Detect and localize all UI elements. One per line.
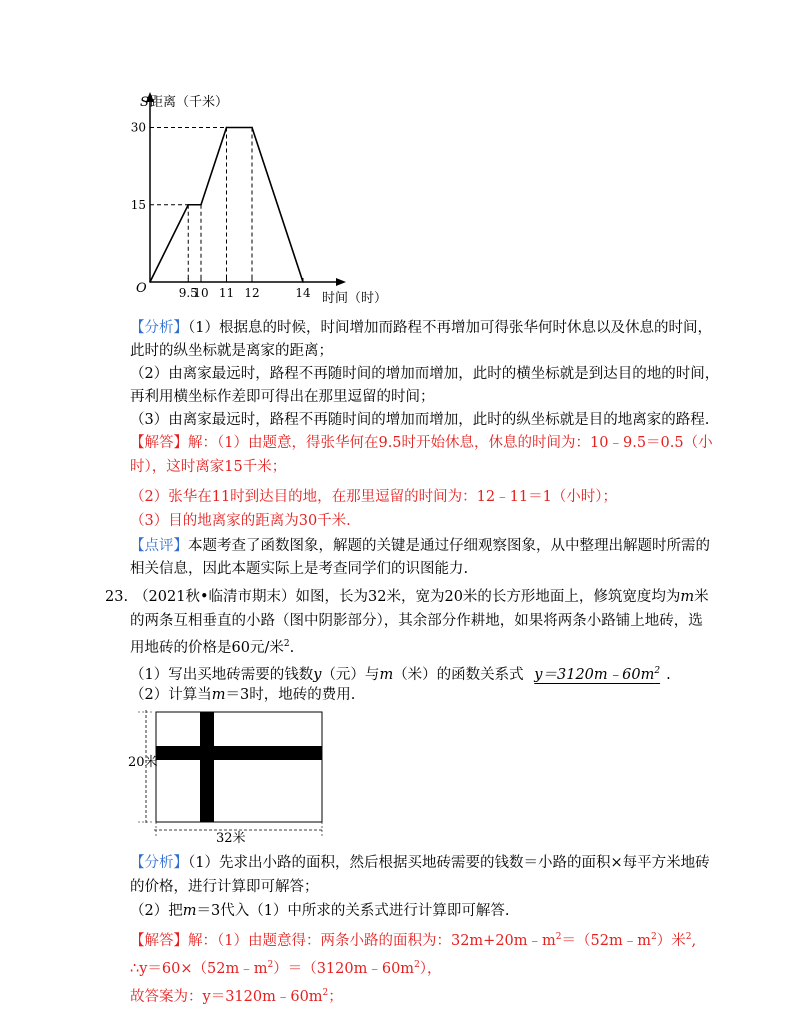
- question-23-line-2: 的两条互相垂直的小路（图中阴影部分），其余部分作耕地，如果将两条小路铺上地砖，选: [130, 613, 703, 629]
- analysis-text: （1）先求出小路的面积，然后根据买地砖需要的钱数＝小路的面积×每平方米地砖: [188, 855, 710, 871]
- answer-tag: 【解答】: [130, 435, 188, 451]
- part-1-text-c: （米）的函数关系式: [393, 666, 524, 683]
- answer-1-line-3: （2）张华在11时到达目的地，在那里逗留的时间为：12﹣11＝1（小时）；: [130, 489, 618, 505]
- var-y: y: [313, 666, 322, 683]
- series-point-5: [302, 281, 304, 283]
- superscript: 2: [650, 932, 657, 942]
- y-axis-label-s: S: [140, 95, 149, 110]
- vertical-path: [200, 712, 214, 822]
- analysis-1-line-4: 再利用横坐标作差即可得出在那里逗留的时间；: [130, 389, 435, 405]
- question-number: 23.: [105, 589, 129, 605]
- analysis-1-line-2: 此时的纵坐标就是离家的距离；: [130, 343, 333, 359]
- answer-2-line-3: [130, 983, 343, 1007]
- comment-1-line-1: [130, 536, 710, 556]
- superscript: 2: [283, 639, 290, 649]
- price-text: 用地砖的价格是60元/米: [130, 639, 284, 656]
- part-2-text-b: ＝3时，地砖的费用.: [225, 687, 356, 703]
- var-m: m: [182, 903, 197, 919]
- analysis-2-line-3: [130, 901, 510, 921]
- superscript: 2: [685, 932, 692, 942]
- field-with-paths-figure: [120, 706, 340, 846]
- answer-text-b: ＝（52m﹣m: [561, 932, 651, 949]
- period: .: [289, 639, 295, 656]
- origin-label: O: [136, 281, 147, 296]
- analysis-1-line-5: （3）由离家最远时，路程不再随时间的增加而增加，此时的纵坐标就是目的地离家的路程.: [130, 412, 710, 428]
- series-point-1: [187, 204, 189, 206]
- part-1-answer-blank: $y=3120m﹣60m^2$: [534, 666, 661, 683]
- y-tick-label-30: 30: [130, 120, 146, 135]
- question-text-unit: 米: [694, 589, 709, 605]
- analysis-1-line-1: [130, 318, 712, 338]
- comment-tag: 【点评】: [130, 538, 188, 554]
- analysis-text-a: （2）把: [130, 903, 183, 919]
- answer-1-line-1: [130, 433, 713, 453]
- period: .: [666, 666, 671, 683]
- superscript: 2: [555, 932, 562, 942]
- x-tick-label-14: 14: [295, 286, 311, 300]
- question-23-part-1: [130, 661, 671, 685]
- x-axis-label: 时间（时）: [322, 291, 388, 306]
- answer-text-c: ），: [419, 960, 442, 977]
- x-tick-label-9.5: 9.5: [178, 286, 198, 300]
- analysis-1-line-3: （2）由离家最远时，路程不再随时间的增加而增加，此时的横坐标就是到达目的地的时间，: [130, 366, 720, 382]
- x-tick-label-12: 12: [244, 286, 260, 300]
- x-axis-arrow: [336, 278, 346, 286]
- question-23-line-3: [130, 634, 294, 658]
- part-1-text: （1）写出买地砖需要的钱数: [130, 666, 314, 683]
- var-m: m: [211, 687, 226, 703]
- answer-1-line-4: （3）目的地离家的距离为30千米.: [130, 513, 351, 529]
- superscript: 2: [267, 960, 274, 970]
- answer-text-b: ）＝（3120m﹣60m: [273, 960, 415, 977]
- field-rectangle: [156, 712, 322, 822]
- var-m: m: [680, 589, 695, 605]
- answer-text: 故答案为：y＝3120m﹣60m: [130, 988, 323, 1005]
- y-axis-label: 距离（千米）: [150, 95, 229, 110]
- question-23-part-2: [130, 685, 355, 705]
- answer-1-line-2: 时），这时离家15千米；: [130, 459, 287, 475]
- answer-text: 解：（1）由题意得：两条小路的面积为：32m+20m﹣m: [188, 932, 556, 949]
- comment-1-line-2: 相关信息，因此本题实际上是考查同学们的识图能力.: [130, 561, 469, 577]
- x-tick-label-11: 11: [218, 286, 235, 300]
- part-2-text: （2）计算当: [130, 687, 212, 703]
- answer-2-line-2: [130, 955, 442, 979]
- answer-text: ∴y＝60×（52m﹣m: [130, 960, 268, 977]
- part-1-text-b: （元）与: [321, 666, 380, 683]
- answer-text-c: ）米: [656, 932, 686, 949]
- analysis-tag: 【分析】: [130, 320, 188, 336]
- answer-text: 解：（1）由题意，得张华何在9.5时开始休息，休息的时间为：10﹣9.5＝0.5（小: [188, 435, 713, 451]
- analysis-2-line-1: [130, 853, 710, 873]
- question-text: （2021秋•临清市期末）如图，长为32米，宽为20米的长方形地面上，修筑宽度均为: [134, 589, 681, 605]
- series-point-2: [200, 204, 202, 206]
- series-point-4: [251, 127, 253, 129]
- var-m: m: [379, 666, 394, 683]
- y-tick-label-15: 15: [130, 197, 146, 212]
- answer-text-b: ；: [328, 988, 343, 1005]
- analysis-tag: 【分析】: [130, 855, 188, 871]
- analysis-text: （1）根据息的时候，时间增加而路程不再增加可得张华何时休息以及休息的时间，: [188, 320, 712, 336]
- width-label: 32米: [216, 831, 246, 846]
- superscript: 2: [322, 988, 329, 998]
- answer-tag: 【解答】: [130, 932, 188, 949]
- comma: ,: [691, 932, 697, 949]
- analysis-2-line-2: 的价格，进行计算即可解答；: [130, 879, 319, 895]
- x-tick-label-10: 10: [193, 286, 209, 300]
- series-point-3: [226, 127, 228, 129]
- superscript: 2: [414, 960, 420, 970]
- answer-2-line-1: [130, 927, 696, 951]
- distance-time-chart: [130, 88, 400, 308]
- question-23-line-1: [105, 587, 709, 607]
- comment-text: 本题考查了函数图象，解题的关键是通过仔细观察图象，从中整理出解题时所需的: [188, 538, 710, 554]
- analysis-text-b: ＝3代入（1）中所求的关系式进行计算即可解答.: [196, 903, 510, 919]
- series-point-0: [149, 281, 151, 283]
- height-label: 20米: [128, 755, 158, 770]
- horizontal-path: [156, 746, 322, 760]
